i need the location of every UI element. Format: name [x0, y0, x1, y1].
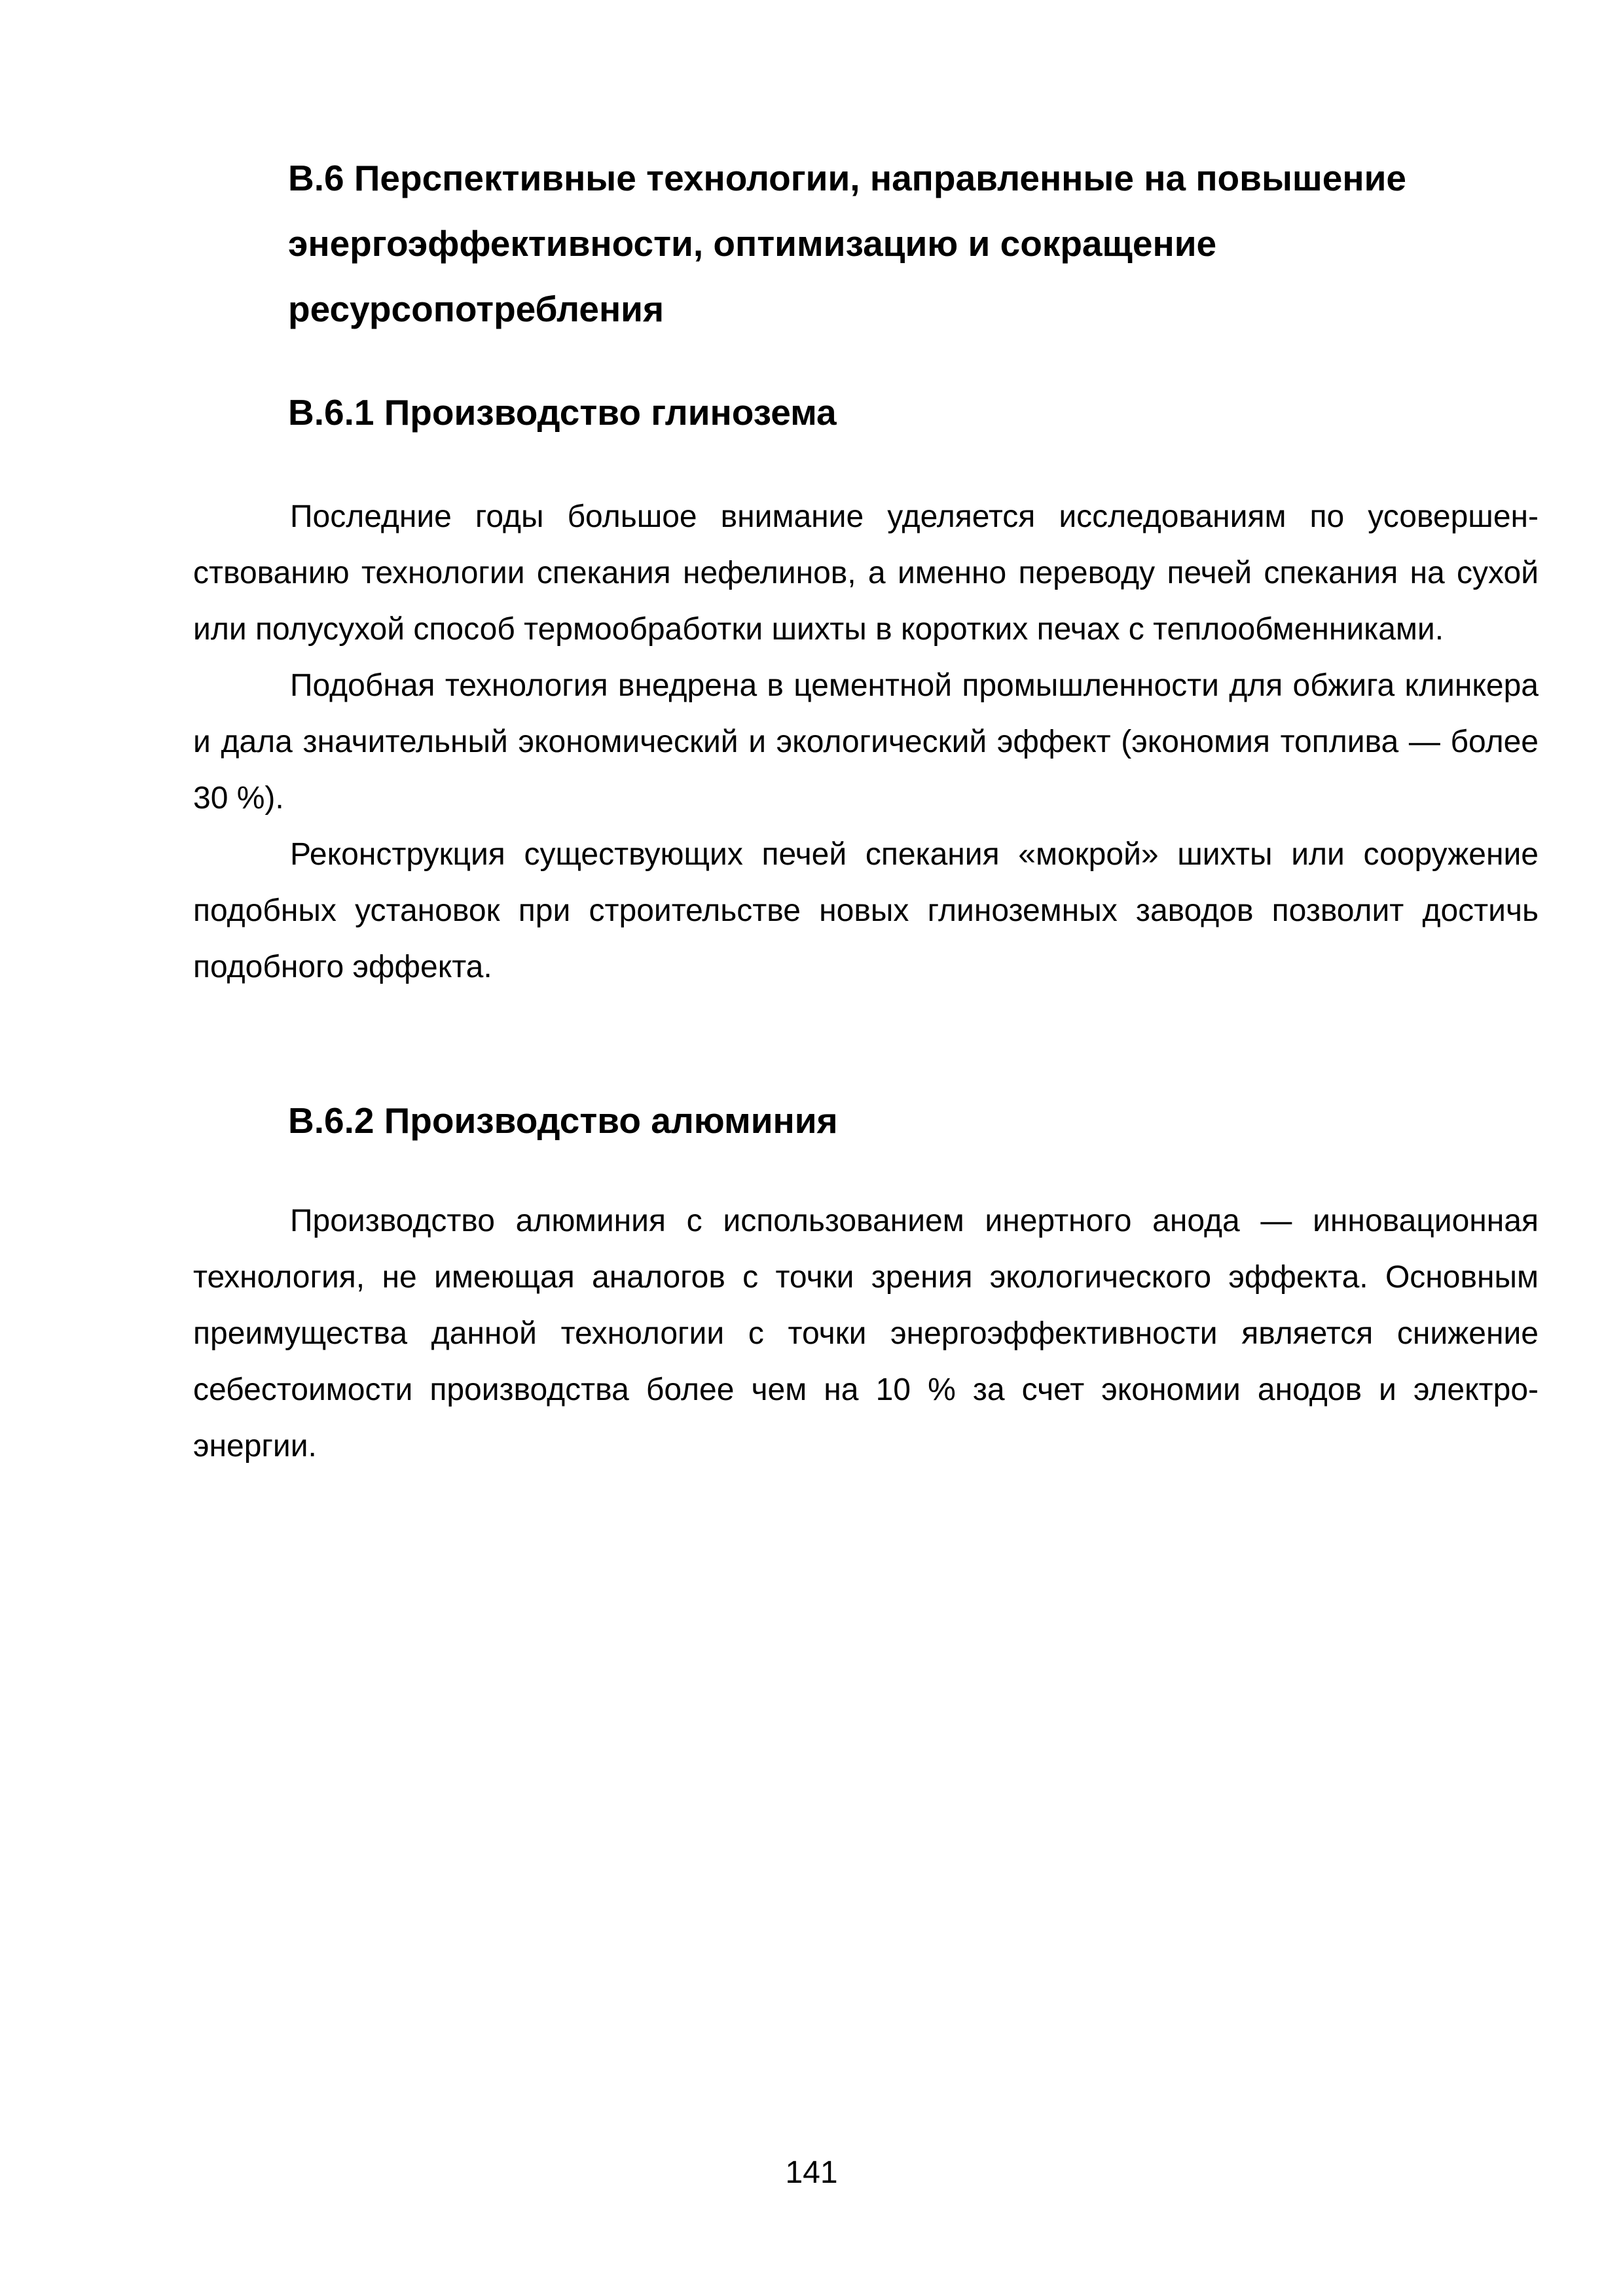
section-heading: В.6 Перспективные технологии, направленные на повышение энергоэффективности, оптимизацию и сокращение ресурсопотребления	[288, 158, 1406, 329]
subsection-heading-alumina: В.6.1 Производство глинозема	[288, 392, 837, 433]
subsection-heading-aluminium: В.6.2 Производство алюминия	[288, 1100, 838, 1141]
subsection-body-aluminium	[193, 1193, 1539, 1475]
paragraph: Реконструкция существующих печей спекания «мокрой» шихты или сооружение подобных установок при строительстве новых глиноземных заводов позволит достичь подобного эффекта.	[193, 837, 1539, 984]
paragraph: Подобная технология внедрена в цементной промышленности для обжига клинкера и дала значительный экономический и экологический эффект (экономия топлива — более 30 %).	[193, 668, 1539, 816]
subsection-body-alumina	[193, 489, 1539, 996]
paragraph: Производство алюминия с использованием инертного анода — инновационная технология, не имеющая аналогов с точки зрения экологического эффекта. Основным преимущества данной технологии с точки энергоэффективности является снижение себестоимости производства более чем на 10 % за счет экономии анодов и электроэнергии.	[193, 1204, 1539, 1463]
page-number: 141	[785, 2155, 838, 2190]
paragraph: Последние годы большое внимание уделяется исследованиям по усовершенствованию технологии спекания нефелинов, а именно переводу печей спекания на сухой или полусухой способ термообработки шихты в коротких печах с теплообменниками.	[193, 499, 1539, 647]
